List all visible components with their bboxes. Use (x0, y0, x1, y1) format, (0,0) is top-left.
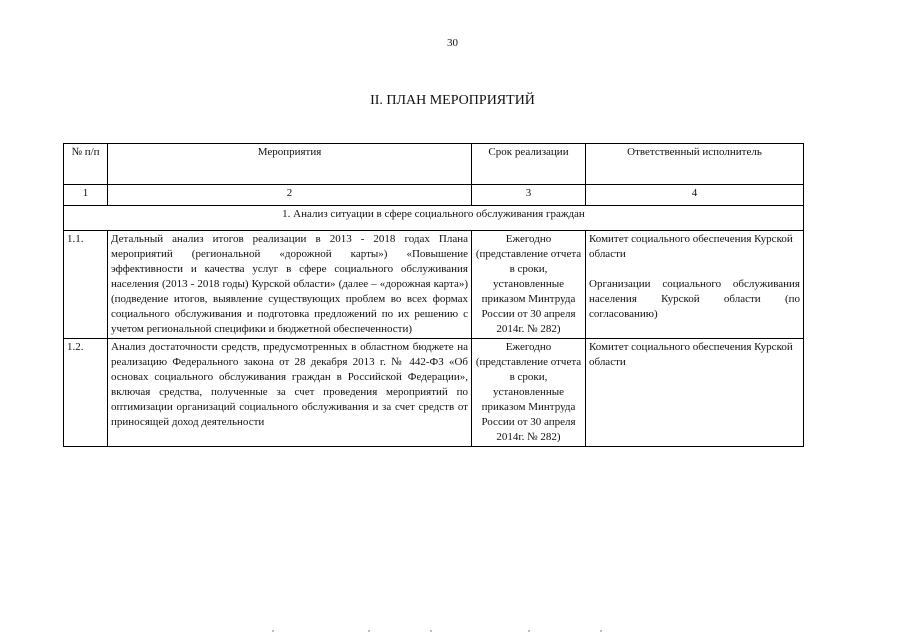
header-activities: Мероприятия (108, 144, 472, 185)
header-responsible: Ответственный исполнитель (586, 144, 804, 185)
scan-dot (368, 630, 370, 632)
responsible-secondary: Организации социального обслуживания населения Курской области (по согласованию) (589, 278, 800, 320)
row-activity: Детальный анализ итогов реализации в 2013 - 2018 годах Плана мероприятий (региональной «дорожной карты») «Повышение эффективности и качества услуг в сфере социального обслуживания населения (2013 - 2018 годы) Курской области» (далее – «дорожная карта») (подведение итогов, выявление существующих проблем во всех формах социального обслуживания и подготовка предложений по их решению с учетом региональной специфики и бюджетной обеспеченности) (108, 231, 472, 339)
responsible-primary: Комитет социального обеспечения Курской области (589, 233, 793, 260)
row-number: 1.2. (64, 339, 108, 447)
column-number: 3 (472, 185, 586, 206)
column-number: 2 (108, 185, 472, 206)
section-title: II. ПЛАН МЕРОПРИЯТИЙ (370, 93, 535, 108)
page-number: 30 (447, 37, 458, 49)
table-row (64, 339, 804, 447)
scan-dot (430, 630, 432, 632)
scan-dot (600, 630, 602, 632)
column-numbers-row (64, 185, 804, 206)
row-number: 1.1. (64, 231, 108, 339)
paragraph-gap (589, 262, 800, 277)
scan-dot (528, 630, 530, 632)
row-deadline: Ежегодно (представление отчета в сроки, установленные приказом Минтруда России от 30 апреля 2014г. № 282) (472, 339, 586, 447)
scan-artifact-dots (0, 630, 905, 632)
section-heading-row (64, 206, 804, 231)
row-deadline: Ежегодно (представление отчета в сроки, установленные приказом Минтруда России от 30 апреля 2014г. № 282) (472, 231, 586, 339)
header-deadline: Срок реализации (472, 144, 586, 185)
row-responsible: Комитет социального обеспечения Курской области (586, 339, 804, 447)
row-activity: Анализ достаточности средств, предусмотренных в областном бюджете на реализацию Федерального закона от 28 декабря 2013 г. № 442-ФЗ «Об основах социального обслуживания граждан в Российской Федерации», включая средства, полученные за счет проведения мероприятий по оптимизации организаций социального обслуживания и за счет средств от приносящей доход деятельности (108, 339, 472, 447)
header-number: № п/п (64, 144, 108, 185)
section-heading: 1. Анализ ситуации в сфере социального обслуживания граждан (64, 206, 804, 231)
table-header-row (64, 144, 804, 185)
column-number: 4 (586, 185, 804, 206)
row-responsible (586, 231, 804, 339)
table-row (64, 231, 804, 339)
scan-dot (272, 630, 274, 632)
plan-table (63, 143, 804, 447)
column-number: 1 (64, 185, 108, 206)
